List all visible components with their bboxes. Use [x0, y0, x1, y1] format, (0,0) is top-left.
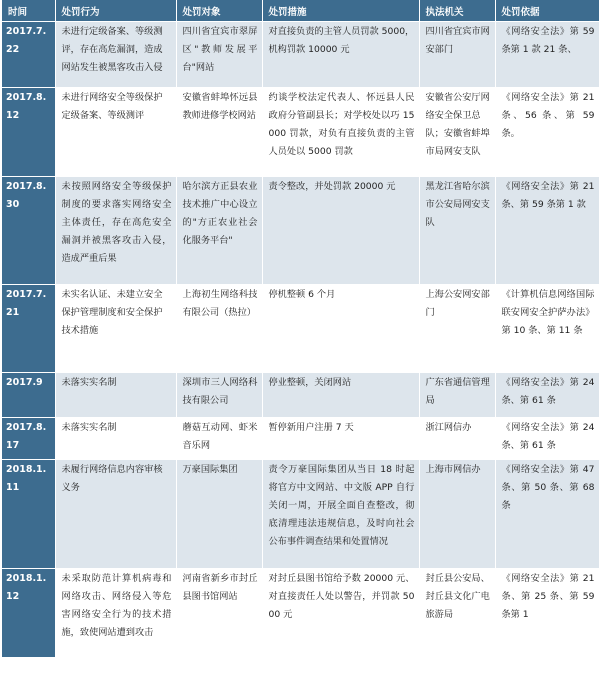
table-row [2, 569, 599, 658]
cell-target: 安徽省蚌埠怀远县教师进修学校网站 [176, 88, 262, 177]
header-agency: 执法机关 [419, 0, 495, 22]
cell-basis: 《网络安全法》第 21 条、第 25 条、第 59 条第 1 [495, 569, 599, 658]
table-row [2, 418, 599, 460]
cell-date: 2017.8.12 [2, 88, 55, 177]
cell-behavior: 未实名认证、未建立安全保护管理制度和安全保护技术措施 [55, 285, 176, 373]
cell-target: 上海初生网络科技有限公司（热拉） [176, 285, 262, 373]
penalty-table [2, 0, 600, 658]
cell-date: 2018.1.12 [2, 569, 55, 658]
header-behavior: 处罚行为 [55, 0, 176, 22]
header-time: 时间 [2, 0, 55, 22]
header-target: 处罚对象 [176, 0, 262, 22]
cell-behavior: 未按照网络安全等级保护制度的要求落实网络安全主体责任，存在高危安全漏洞并被黑客攻击入侵，造成严重后果 [55, 177, 176, 285]
cell-basis: 《网络安全法》第 21 条、第 59 条第 1 款 [495, 177, 599, 285]
cell-measure: 对封丘县图书馆给予数 20000 元、对直接责任人处以警告，并罚款 5000 元 [262, 569, 419, 658]
cell-date: 2017.7.22 [2, 22, 55, 88]
cell-basis: 《网络安全法》第 59 条第 1 款 21 条、 [495, 22, 599, 88]
cell-measure: 约谈学校法定代表人、怀远县人民政府分管副县长；对学校处以巧 15000 罚款，对负有直接负责的主管人员处以 5000 罚款 [262, 88, 419, 177]
cell-agency: 上海市网信办 [419, 460, 495, 569]
cell-measure: 停业整顿，关闭网站 [262, 373, 419, 418]
cell-date: 2018.1.11 [2, 460, 55, 569]
cell-measure: 暂停新用户注册 7 天 [262, 418, 419, 460]
cell-basis: 《网络安全法》第 21 条、56 条、第 59 条。 [495, 88, 599, 177]
cell-measure: 停机整顿 6 个月 [262, 285, 419, 373]
cell-date: 2017.8.30 [2, 177, 55, 285]
cell-agency: 黑龙江省哈尔滨市公安局网安支队 [419, 177, 495, 285]
header-basis: 处罚依据 [495, 0, 599, 22]
cell-date: 2017.7.21 [2, 285, 55, 373]
cell-target: 深圳市三人网络科技有限公司 [176, 373, 262, 418]
header-measure: 处罚措施 [262, 0, 419, 22]
cell-basis: 《网络安全法》第 47 条、第 50 条、第 68 条 [495, 460, 599, 569]
cell-basis: 《网络安全法》第 24 条、第 61 条 [495, 373, 599, 418]
cell-behavior: 未进行定级备案、等级测评，存在高危漏洞，造成网站发生被黑客攻击入侵 [55, 22, 176, 88]
cell-date: 2017.8.17 [2, 418, 55, 460]
cell-target: 四川省宜宾市翠屏区"教师发展平台"网站 [176, 22, 262, 88]
cell-target: 河南省新乡市封丘县图书馆网站 [176, 569, 262, 658]
cell-agency: 上海公安网安部门 [419, 285, 495, 373]
table-row [2, 373, 599, 418]
cell-target: 万豪国际集团 [176, 460, 262, 569]
cell-measure: 责令万豪国际集团从当日 18 时起将官方中文网站、中文版 APP 自行关闭一周，开展全面自查整改，彻底清理违法违规信息，及时向社会公布事件调查结果和处置情况 [262, 460, 419, 569]
cell-measure: 对直接负责的主管人员罚款 5000，机构罚款 10000 元 [262, 22, 419, 88]
cell-target: 蘑菇互动网、虾米音乐网 [176, 418, 262, 460]
table-row [2, 22, 599, 88]
cell-agency: 封丘县公安局、封丘县文化广电旅游局 [419, 569, 495, 658]
table-row [2, 285, 599, 373]
cell-agency: 安徽省公安厅网络安全保卫总队；安徽省蚌埠市局网安支队 [419, 88, 495, 177]
cell-behavior: 未采取防范计算机病毒和网络攻击、网络侵入等危害网络安全行为的技术措施，致使网站遭到攻击 [55, 569, 176, 658]
table-header-row [2, 0, 599, 22]
table-row [2, 88, 599, 177]
cell-agency: 广东省通信管理局 [419, 373, 495, 418]
cell-agency: 浙江网信办 [419, 418, 495, 460]
cell-measure: 责令整改，并处罚款 20000 元 [262, 177, 419, 285]
cell-agency: 四川省宜宾市网安部门 [419, 22, 495, 88]
cell-behavior: 未进行网络安全等级保护定级备案、等级测评 [55, 88, 176, 177]
cell-behavior: 未落实实名制 [55, 373, 176, 418]
cell-target: 哈尔滨方正县农业技术推广中心设立的"方正农业社会化服务平台" [176, 177, 262, 285]
table-row [2, 177, 599, 285]
cell-behavior: 未落实实名制 [55, 418, 176, 460]
cell-behavior: 未履行网络信息内容审核义务 [55, 460, 176, 569]
cell-date: 2017.9 [2, 373, 55, 418]
cell-basis: 《网络安全法》第 24 条、第 61 条 [495, 418, 599, 460]
table-row [2, 460, 599, 569]
cell-basis: 《计算机信息网络国际联安网安全护萨办法》第 10 条、第 11 条 [495, 285, 599, 373]
